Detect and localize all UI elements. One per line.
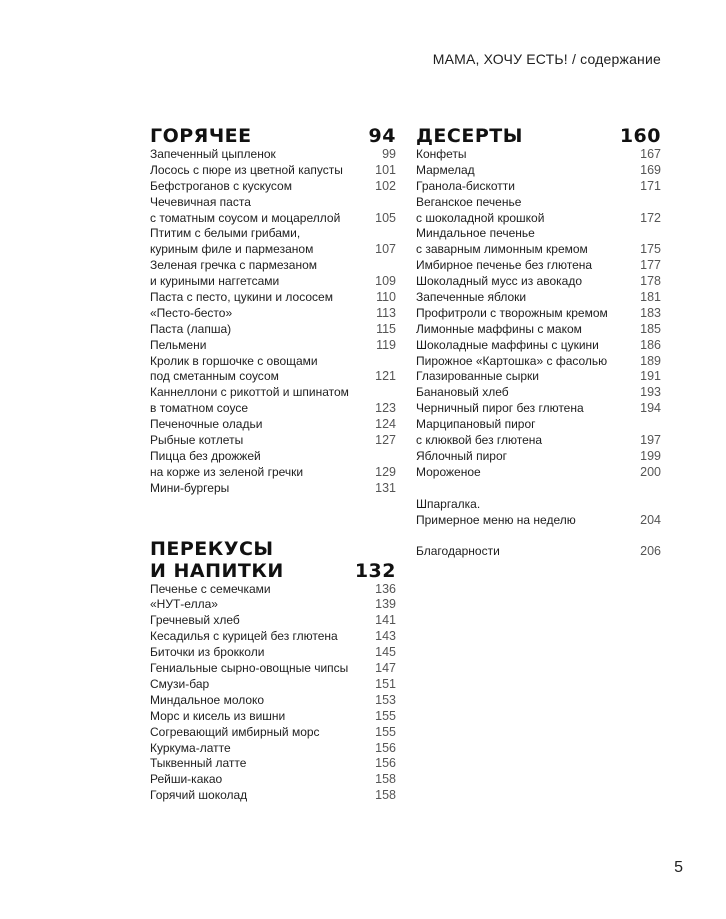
toc-entry-page: 124 bbox=[375, 417, 396, 432]
toc-entry-title: и куриными наггетсами bbox=[150, 274, 280, 289]
toc-row[interactable] bbox=[150, 449, 396, 465]
toc-row[interactable] bbox=[416, 433, 661, 449]
toc-row[interactable] bbox=[150, 756, 396, 772]
toc-entry-title: Гранола-бискотти bbox=[416, 178, 515, 193]
toc-entry-title: Миндальное печенье bbox=[416, 226, 535, 241]
toc-entry-page: 178 bbox=[640, 274, 661, 289]
toc-entry-page: 189 bbox=[640, 353, 661, 368]
toc-entry-page: 185 bbox=[640, 321, 661, 336]
toc-entry-title: Марципановый пирог bbox=[416, 417, 536, 432]
toc-row[interactable] bbox=[416, 163, 661, 179]
toc-row[interactable] bbox=[150, 369, 396, 385]
toc-row[interactable] bbox=[416, 147, 661, 163]
toc-entry-title: Птитим с белыми грибами, bbox=[150, 226, 301, 241]
toc-row[interactable] bbox=[150, 147, 396, 163]
section-snacks-title-line1[interactable]: ПЕРЕКУСЫ bbox=[150, 537, 274, 560]
toc-row[interactable] bbox=[150, 401, 396, 417]
toc-entry-page: 119 bbox=[376, 337, 396, 352]
toc-entry-title: Мороженое bbox=[416, 464, 481, 479]
toc-row[interactable] bbox=[150, 354, 396, 370]
toc-entry-title: Профитроли с творожным кремом bbox=[416, 305, 608, 320]
toc-row[interactable] bbox=[416, 211, 661, 227]
toc-entry-title: «Песто-бесто» bbox=[150, 305, 233, 320]
toc-entry-page: 113 bbox=[376, 305, 396, 320]
toc-row[interactable] bbox=[150, 433, 396, 449]
toc-entry-title: Куркума-латте bbox=[150, 740, 231, 755]
toc-entry-page: 102 bbox=[375, 178, 396, 193]
toc-entry-page: 181 bbox=[640, 290, 661, 305]
toc-entry-page: 147 bbox=[375, 661, 396, 676]
thanks-title: Благодарности bbox=[416, 544, 500, 559]
toc-entry-page: 127 bbox=[375, 433, 396, 448]
toc-entry-page: 158 bbox=[375, 772, 396, 787]
toc-entry-page: 151 bbox=[375, 676, 396, 691]
section-hot-page: 94 bbox=[368, 125, 396, 147]
toc-entry-title: Гречневый хлеб bbox=[150, 613, 240, 628]
toc-row[interactable] bbox=[150, 242, 396, 258]
toc-entry-title: Рейши-какао bbox=[150, 772, 223, 787]
toc-entry-page: 183 bbox=[640, 305, 661, 320]
toc-row[interactable] bbox=[150, 645, 396, 661]
toc-row[interactable] bbox=[416, 465, 661, 481]
toc-left-column bbox=[150, 125, 396, 804]
section-hot-heading[interactable] bbox=[150, 125, 396, 147]
toc-entry-title: Банановый хлеб bbox=[416, 385, 509, 400]
section-desserts-list bbox=[416, 147, 661, 481]
toc-entry-title: Чечевичная паста bbox=[150, 194, 251, 209]
toc-entry-title: Шоколадный мусс из авокадо bbox=[416, 274, 583, 289]
section-snacks-title-line2: И НАПИТКИ bbox=[150, 559, 284, 582]
toc-row[interactable] bbox=[416, 449, 661, 465]
toc-row[interactable] bbox=[150, 741, 396, 757]
toc-entry-page: 193 bbox=[640, 385, 661, 400]
toc-row[interactable] bbox=[416, 274, 661, 290]
toc-entry-page: 141 bbox=[375, 613, 396, 628]
section-snacks-list bbox=[150, 582, 396, 804]
toc-entry-page: 145 bbox=[375, 645, 396, 660]
toc-entry-page: 107 bbox=[375, 242, 396, 257]
toc-row bbox=[416, 497, 661, 513]
toc-row[interactable] bbox=[416, 179, 661, 195]
toc-entry-page: 158 bbox=[375, 788, 396, 803]
toc-entry-title: Паста (лапша) bbox=[150, 321, 232, 336]
toc-entry-page: 191 bbox=[640, 369, 661, 384]
page-number: 5 bbox=[674, 859, 683, 876]
toc-entry-page: 123 bbox=[375, 401, 396, 416]
toc-entry-title: Горячий шоколад bbox=[150, 788, 248, 803]
toc-entry-page: 105 bbox=[375, 210, 396, 225]
toc-entry-page: 175 bbox=[640, 242, 661, 257]
toc-row[interactable] bbox=[416, 306, 661, 322]
toc-entry-title: Смузи-бар bbox=[150, 676, 210, 691]
toc-row[interactable] bbox=[150, 725, 396, 741]
toc-entry-title: Шоколадные маффины с цукини bbox=[416, 337, 599, 352]
toc-entry-title: Гениальные сырно-овощные чипсы bbox=[150, 661, 349, 676]
toc-row[interactable] bbox=[416, 195, 661, 211]
toc-entry-page: 155 bbox=[375, 708, 396, 723]
toc-entry-title: Пицца без дрожжей bbox=[150, 448, 261, 463]
toc-row[interactable] bbox=[416, 385, 661, 401]
toc-row[interactable] bbox=[416, 354, 661, 370]
toc-row[interactable] bbox=[150, 709, 396, 725]
toc-entry-title: Каннеллони с рикоттой и шпинатом bbox=[150, 385, 349, 400]
toc-entry-title: Глазированные сырки bbox=[416, 369, 539, 384]
section-snacks-page: 132 bbox=[354, 559, 396, 582]
cheat-sheet-line2: Примерное меню на неделю bbox=[416, 512, 576, 527]
toc-row[interactable] bbox=[150, 385, 396, 401]
cheat-sheet-entry[interactable] bbox=[416, 497, 661, 529]
toc-entry-page: 186 bbox=[640, 337, 661, 352]
toc-row[interactable] bbox=[416, 338, 661, 354]
toc-row[interactable] bbox=[150, 290, 396, 306]
toc-row[interactable] bbox=[416, 322, 661, 338]
toc-entry-page: 194 bbox=[640, 401, 661, 416]
toc-row[interactable] bbox=[150, 629, 396, 645]
cheat-sheet-page: 204 bbox=[640, 512, 661, 527]
toc-row[interactable] bbox=[150, 163, 396, 179]
toc-entry-page: 156 bbox=[375, 740, 396, 755]
toc-entry-title: куриным филе и пармезаном bbox=[150, 242, 314, 257]
toc-row[interactable] bbox=[150, 582, 396, 598]
toc-entry-title: Миндальное молоко bbox=[150, 692, 265, 707]
toc-row[interactable] bbox=[150, 613, 396, 629]
toc-row[interactable] bbox=[150, 772, 396, 788]
toc-row[interactable] bbox=[150, 693, 396, 709]
toc-entry-page: 171 bbox=[640, 178, 661, 193]
toc-entry-page: 199 bbox=[640, 448, 661, 463]
toc-entry-page: 200 bbox=[640, 464, 661, 479]
toc-entry-title: Морс и кисель из вишни bbox=[150, 708, 286, 723]
toc-row[interactable] bbox=[150, 195, 396, 211]
toc-entry-page: 167 bbox=[640, 147, 661, 161]
toc-entry-page: 115 bbox=[376, 321, 396, 336]
toc-entry-page: 139 bbox=[375, 597, 396, 612]
toc-entry-page: 177 bbox=[640, 258, 661, 273]
toc-entry-title: с томатным соусом и моцареллой bbox=[150, 210, 341, 225]
toc-entry-title: Запеченный цыпленок bbox=[150, 147, 276, 161]
toc-entry-title: на корже из зеленой гречки bbox=[150, 464, 304, 479]
toc-row[interactable] bbox=[416, 401, 661, 417]
toc-entry-title: Мармелад bbox=[416, 162, 475, 177]
toc-row[interactable] bbox=[150, 788, 396, 804]
section-snacks-heading[interactable] bbox=[150, 560, 396, 582]
toc-row[interactable] bbox=[416, 258, 661, 274]
toc-entry-page: 109 bbox=[375, 274, 396, 289]
toc-entry-page: 110 bbox=[376, 290, 396, 305]
toc-entry-page: 153 bbox=[375, 692, 396, 707]
toc-entry-title: Зеленая гречка с пармезаном bbox=[150, 258, 317, 273]
toc-entry-title: Паста с песто, цукини и лососем bbox=[150, 290, 333, 305]
toc-entry-page: 156 bbox=[375, 756, 396, 771]
toc-entry-page: 172 bbox=[640, 210, 661, 225]
section-desserts-title: ДЕСЕРТЫ bbox=[416, 125, 523, 147]
toc-entry-title: Черничный пирог без глютена bbox=[416, 401, 584, 416]
toc-entry-title: Биточки из брокколи bbox=[150, 645, 265, 660]
toc-row[interactable] bbox=[150, 465, 396, 481]
toc-entry-page: 155 bbox=[375, 724, 396, 739]
toc-entry-title: с шоколадной крошкой bbox=[416, 210, 545, 225]
toc-entry-title: Печенье с семечками bbox=[150, 581, 271, 596]
toc-row[interactable] bbox=[150, 677, 396, 693]
toc-row bbox=[416, 513, 661, 529]
toc-row bbox=[416, 544, 661, 560]
toc-entry-page: 143 bbox=[375, 629, 396, 644]
toc-row[interactable] bbox=[150, 274, 396, 290]
toc-entry-title: с заварным лимонным кремом bbox=[416, 242, 588, 257]
toc-entry-title: Пирожное «Картошка» с фасолью bbox=[416, 353, 608, 368]
thanks-page: 206 bbox=[640, 544, 661, 559]
toc-entry-title: Конфеты bbox=[416, 147, 467, 161]
toc-entry-title: с клюквой без глютена bbox=[416, 433, 543, 448]
toc-entry-title: Кесадилья с курицей без глютена bbox=[150, 629, 338, 644]
toc-entry-title: Печеночные оладьи bbox=[150, 417, 263, 432]
section-desserts-page: 160 bbox=[619, 125, 661, 147]
toc-entry-page: 169 bbox=[640, 162, 661, 177]
toc-row[interactable] bbox=[150, 322, 396, 338]
toc-right-column bbox=[416, 125, 661, 560]
thanks-entry[interactable] bbox=[416, 544, 661, 560]
toc-row[interactable] bbox=[416, 290, 661, 306]
toc-entry-page: 101 bbox=[375, 162, 396, 177]
toc-row[interactable] bbox=[150, 306, 396, 322]
toc-row[interactable] bbox=[416, 242, 661, 258]
toc-row[interactable] bbox=[150, 338, 396, 354]
toc-row[interactable] bbox=[150, 597, 396, 613]
toc-entry-page: 99 bbox=[382, 147, 396, 161]
cheat-sheet-line1: Шпаргалка. bbox=[416, 496, 481, 511]
toc-row[interactable] bbox=[150, 211, 396, 227]
toc-entry-title: под сметанным соусом bbox=[150, 369, 279, 384]
toc-entry-page: 136 bbox=[375, 581, 396, 596]
toc-row[interactable] bbox=[150, 226, 396, 242]
toc-row[interactable] bbox=[150, 417, 396, 433]
toc-entry-title: Бефстроганов с кускусом bbox=[150, 178, 292, 193]
toc-entry-title: Запеченные яблоки bbox=[416, 290, 527, 305]
toc-entry-title: Кролик в горшочке с овощами bbox=[150, 353, 318, 368]
toc-entry-title: Яблочный пирог bbox=[416, 448, 508, 463]
toc-entry-title: Тыквенный латте bbox=[150, 756, 247, 771]
toc-entry-title: Лимонные маффины с маком bbox=[416, 321, 582, 336]
toc-entry-title: Мини-бургеры bbox=[150, 480, 230, 495]
toc-row[interactable] bbox=[416, 417, 661, 433]
toc-entry-title: в томатном соусе bbox=[150, 401, 248, 416]
toc-entry-title: Имбирное печенье без глютена bbox=[416, 258, 593, 273]
toc-entry-page: 131 bbox=[375, 480, 396, 495]
toc-entry-title: Веганское печенье bbox=[416, 194, 522, 209]
toc-entry-title: Рыбные котлеты bbox=[150, 433, 244, 448]
toc-row[interactable] bbox=[416, 226, 661, 242]
toc-entry-title: Пельмени bbox=[150, 337, 207, 352]
toc-entry-page: 121 bbox=[375, 369, 396, 384]
toc-entry-page: 197 bbox=[640, 433, 661, 448]
toc-row[interactable] bbox=[150, 258, 396, 274]
running-header: МАМА, ХОЧУ ЕСТЬ! / содержание bbox=[432, 51, 661, 67]
section-desserts-heading[interactable] bbox=[416, 125, 661, 147]
toc-entry-title: «НУТ-елла» bbox=[150, 597, 218, 612]
section-hot-title: ГОРЯЧЕЕ bbox=[150, 125, 252, 147]
toc-row[interactable] bbox=[150, 661, 396, 677]
toc-row[interactable] bbox=[150, 179, 396, 195]
toc-entry-page: 129 bbox=[375, 464, 396, 479]
toc-entry-title: Согревающий имбирный морс bbox=[150, 724, 320, 739]
toc-row[interactable] bbox=[150, 481, 396, 497]
toc-entry-title: Лосось с пюре из цветной капусты bbox=[150, 162, 343, 177]
section-hot-list bbox=[150, 147, 396, 497]
toc-row[interactable] bbox=[416, 369, 661, 385]
